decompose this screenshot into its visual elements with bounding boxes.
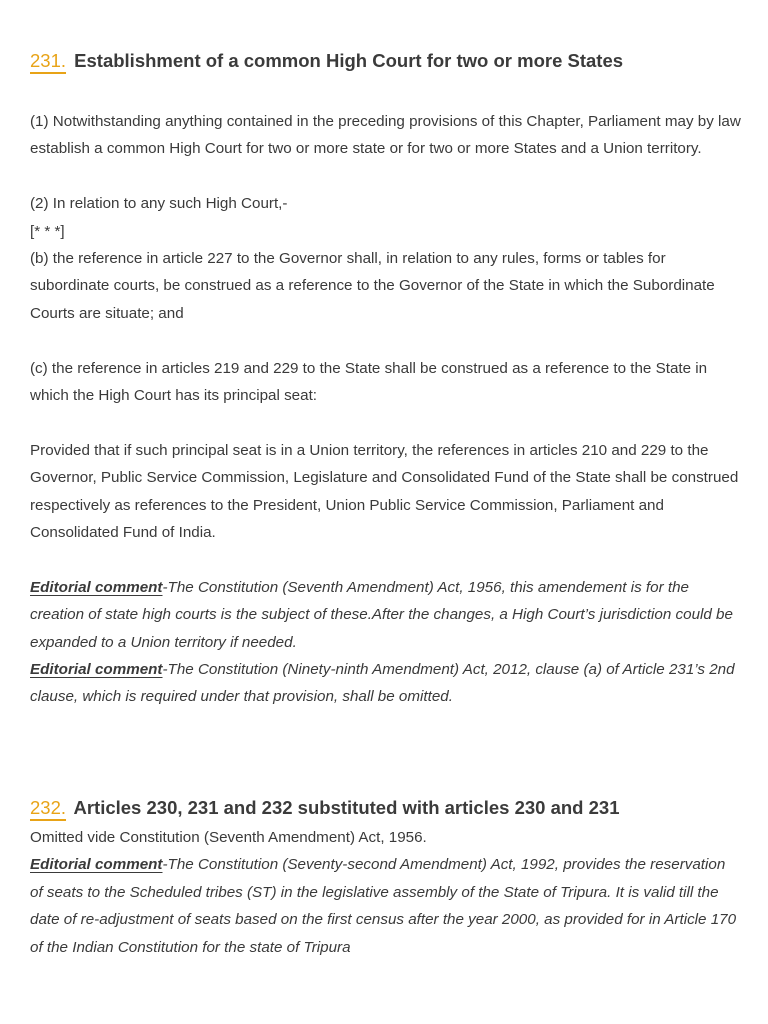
article-232-title: Articles 230, 231 and 232 substituted with articles 230 and 231 [73, 797, 620, 818]
article-231-editorial-comment-1 [30, 574, 742, 656]
article-231-clause-2-intro: (2) In relation to any such High Court,- [30, 195, 288, 213]
editorial-comment-label: Editorial comment [30, 578, 163, 596]
article-232-editorial-comment-1 [30, 851, 742, 961]
article-232-number-link[interactable]: 232. [30, 797, 67, 818]
article-231-clause-1: (1) Notwithstanding anything contained in the preceding provisions of this Chapter, Parliament may by law establish a common High Court for two or more state or for two or more States and a Union territory. [30, 113, 741, 158]
article-231-omitted-marker: [* * *] [30, 222, 65, 240]
article-231-heading [30, 48, 742, 74]
article-232-omission-note: Omitted vide Constitution (Seventh Amendment) Act, 1956. [30, 829, 427, 846]
article-231-number-link[interactable]: 231. [30, 50, 67, 71]
article-232 [30, 795, 742, 961]
article-231 [30, 48, 742, 711]
article-231-editorial-comment-2 [30, 656, 742, 711]
article-231-clause-c: (c) the reference in articles 219 and 229 to the State shall be construed as a reference to the State in which the High Court has its principal seat: [30, 359, 708, 405]
article-232-heading [30, 795, 742, 821]
editorial-comment-text: -The Constitution (Seventh Amendment) Act, 1956, this amendement is for the creation of state high courts is the subject of these.After the changes, a High Court’s jurisdiction could be expanded to a Union territory if needed. [30, 578, 733, 651]
article-231-title: Establishment of a common High Court for two or more States [74, 50, 624, 71]
article-231-proviso: Provided that if such principal seat is in a Union territory, the references in articles 210 and 229 to the Governor, Public Service Commission, Legislature and Consolidated Fund of the State shall be construed respectively as references to the President, Union Public Service Commission, Parliament and Consolidated Fund of India. [30, 441, 739, 542]
editorial-comment-label: Editorial comment [30, 856, 163, 874]
article-231-clause-b: (b) the reference in article 227 to the Governor shall, in relation to any rules, forms or tables for subordinate courts, be construed as a reference to the Governor of the State in which the Subordinate Courts are situate; and [30, 250, 715, 322]
editorial-comment-text: -The Constitution (Seventy-second Amendment) Act, 1992, provides the reservation of seats to the Scheduled tribes (ST) in the legislative assembly of the State of Tripura. It is valid till the date of re-adjustment of seats based on the first census after the year 2000, as provided for in Article 170 of the Indian Constitution for the state of Tripura [30, 856, 737, 956]
editorial-comment-text: -The Constitution (Ninety-ninth Amendment) Act, 2012, clause (a) of Article 231’s 2nd clause, which is required under that provision, shall be omitted. [30, 661, 735, 706]
editorial-comment-label: Editorial comment [30, 661, 163, 679]
